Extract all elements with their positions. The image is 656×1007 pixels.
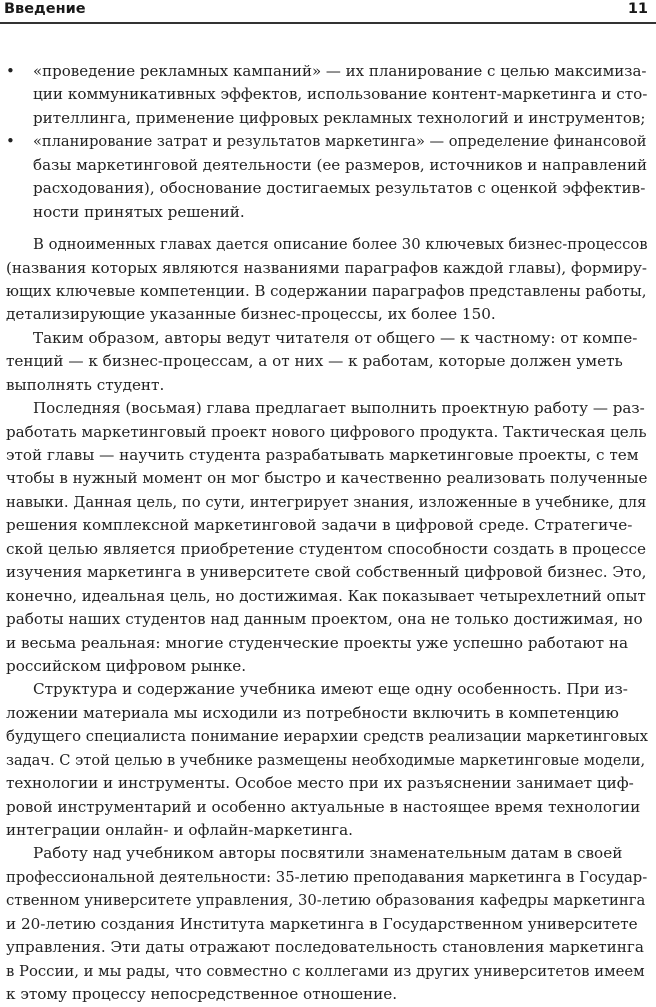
running-header — [0, 0, 656, 24]
text-line: • «планирование затрат и результатов маркетинга» — определение финансовой — [6, 130, 648, 153]
text-line: выполнять студент. — [6, 375, 165, 394]
text-line: к этому процессу непосредственное отношение. — [6, 985, 398, 1004]
bullet-marker: • — [6, 132, 15, 151]
text-line: интеграции онлайн- и офлайн-маркетинга. — [6, 821, 353, 839]
text-line: расходования), обоснование достигаемых результатов с оценкой эффектив- — [33, 179, 646, 198]
text-line: в России, и мы рады, что совместно с коллегами из других университетов имеем — [6, 962, 645, 980]
bullet-item — [6, 130, 648, 224]
text-line: профессиональной деятельности: 35-летию преподавания маркетинга в Государ- — [6, 868, 648, 886]
text-line: ности принятых решений. — [33, 202, 245, 221]
text-line: технологии и инструменты. Особое место при их разъяснении занимает циф- — [6, 774, 634, 793]
text-line: задач. С этой целью в учебнике размещены необходимые маркетинговые модели, — [6, 751, 646, 769]
text-line: ложении материала мы исходили из потребности включить в компетенцию — [6, 703, 619, 722]
text-line: работы наших студентов над данным проектом, она не только достижимая, но — [6, 610, 643, 629]
body-text — [6, 60, 648, 1007]
text-line: ющих ключевые компетенции. В содержании параграфов представлены работы, — [6, 281, 647, 300]
paragraph — [6, 397, 648, 678]
text-line: этой главы — научить студента разрабатывать маркетинговые проекты, с тем — [6, 446, 639, 464]
bullet-item — [6, 60, 648, 130]
text-line: работать маркетинговый проект нового цифрового продукта. Тактическая цель — [6, 422, 647, 441]
page-number: 11 — [627, 1, 648, 17]
text-line: ции коммуникативных эффектов, использование контент-маркетинга и сто- — [33, 85, 648, 104]
text-line: конечно, идеальная цель, но достижимая. Как показывает четырехлетний опыт — [6, 586, 646, 605]
text-line: детализирующие указанные бизнес-процессы, их более 150. — [6, 305, 496, 324]
text-line: ровой инструментарий и особенно актуальные в настоящее время технологии — [6, 797, 641, 816]
text-line: (названия которых являются названиями параграфов каждой главы), формиру- — [6, 258, 648, 277]
text-line: В одноименных главах дается описание более 30 ключевых бизнес-процессов — [33, 236, 648, 254]
text-line: изучения маркетинга в университете свой собственный цифровой бизнес. Это, — [6, 563, 647, 582]
paragraph — [6, 327, 648, 397]
text-line: ственном университете управления, 30-летию образования кафедры маркетинга — [6, 892, 646, 910]
text-line: навыки. Данная цель, по сути, интегрирует знания, изложенные в учебнике, для — [6, 493, 647, 511]
text-line: • «проведение рекламных кампаний» — их планирование с целью максимиза- — [6, 60, 648, 83]
text-line: чтобы в нужный момент он мог быстро и качественно реализовать полученные — [6, 469, 648, 488]
text-line: и весьма реальная: многие студенческие проекты уже успешно работают на — [6, 633, 629, 652]
text-line: рителлинга, применение цифровых рекламных технологий и инструментов; — [33, 108, 646, 127]
text-line: решения комплексной маркетинговой задачи в цифровой среде. Стратегиче- — [6, 516, 633, 535]
text-line: российском цифровом рынке. — [6, 656, 247, 675]
text-line: тенций — к бизнес-процессам, а от них — к работам, которые должен уметь — [6, 352, 623, 371]
bullet-marker: • — [6, 62, 15, 80]
text-line: Структура и содержание учебника имеют еще одну особенность. При из- — [33, 680, 628, 699]
text-line: управления. Эти даты отражают последовательность становления маркетинга — [6, 938, 644, 957]
text-line: базы маркетинговой деятельности (ее размеров, источников и направлений — [33, 155, 648, 174]
paragraph — [6, 233, 648, 327]
header-divider — [0, 22, 656, 24]
text-line: Работу над учебником авторы посвятили знаменательным датам в своей — [33, 844, 623, 863]
section-title: Введение — [4, 1, 86, 17]
text-line: Таким образом, авторы ведут читателя от общего — к частному: от компе- — [33, 328, 638, 347]
text-line: будущего специалиста понимание иерархии средств реализации маркетинговых — [6, 727, 648, 746]
paragraph — [6, 842, 648, 1006]
paragraph — [6, 678, 648, 842]
text-line: Последняя (восьмая) глава предлагает выполнить проектную работу — раз- — [33, 399, 645, 418]
text-line: ской целью является приобретение студентом способности создать в процессе — [6, 539, 647, 558]
text-line: и 20-летию создания Института маркетинга в Государственном университете — [6, 914, 638, 933]
